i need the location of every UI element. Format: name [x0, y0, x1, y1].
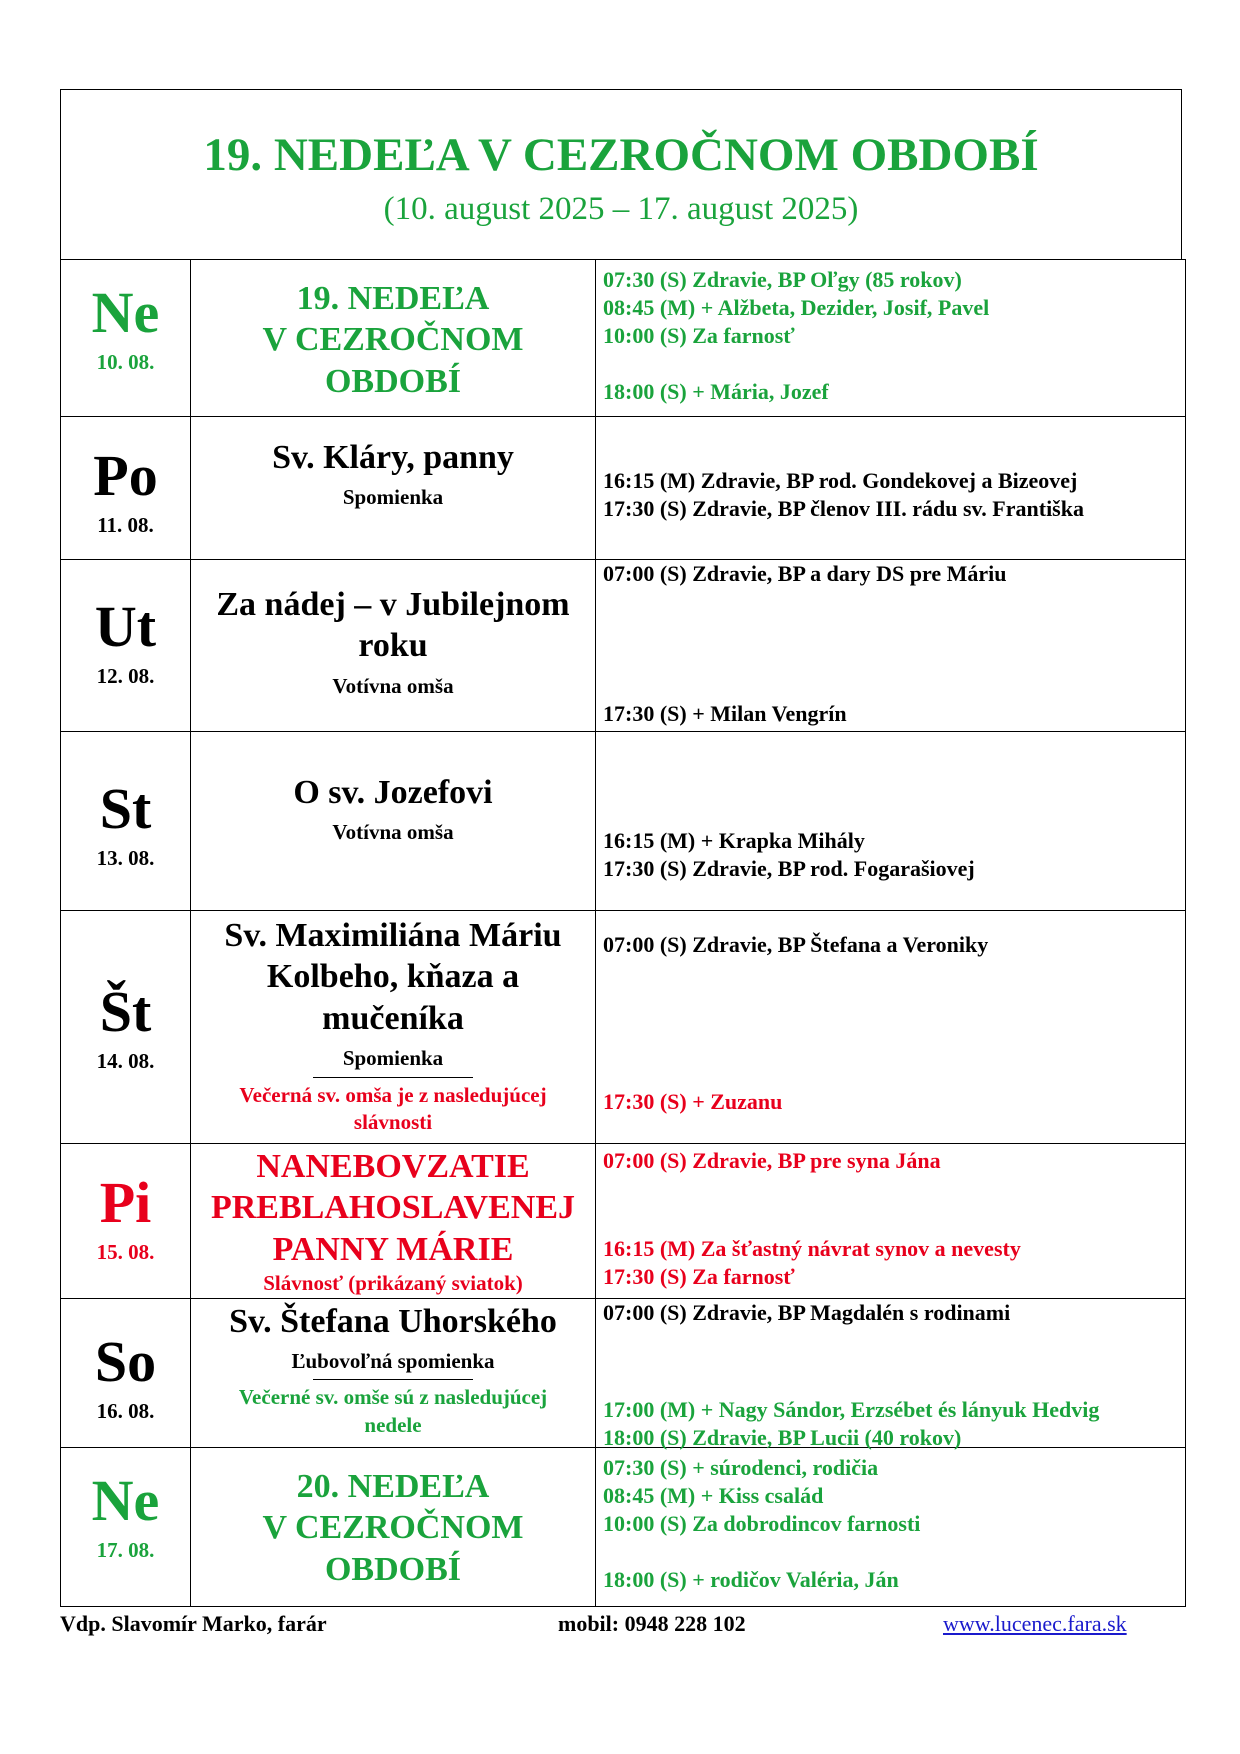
schedule-row [61, 260, 1186, 417]
mass-entry: 16:15 (M) + Krapka Mihály [603, 828, 865, 853]
mass-entry: 17:30 (S) Zdravie, BP rod. Fogarašiovej [603, 856, 975, 881]
feast-name-line: mučeníka [322, 999, 464, 1037]
masses-cell [596, 1447, 1186, 1606]
schedule-row [61, 1144, 1186, 1299]
day-date: 12. 08. [96, 664, 155, 688]
mass-entry: 07:30 (S) + súrodenci, rodičia [603, 1454, 879, 1480]
mass-entry: 07:00 (S) Zdravie, BP pre syna Jána [603, 1147, 941, 1173]
feast-name-line: Sv. Štefana Uhorského [229, 1302, 557, 1340]
mass-entry: 17:30 (S) Zdravie, BP členov III. rádu sv. Františka [603, 496, 1084, 521]
day-date: 10. 08. [96, 350, 155, 374]
day-date: 13. 08. [96, 846, 155, 870]
feast-cell [191, 1298, 596, 1447]
mass-entry: 07:30 (S) Zdravie, BP Oľgy (85 rokov) [603, 267, 962, 292]
masses-cell [596, 560, 1186, 732]
day-cell [61, 260, 191, 417]
feast-rank: Spomienka [342, 485, 444, 510]
feast-cell [191, 911, 596, 1144]
feast-name-line: OBDOBÍ [324, 1550, 462, 1588]
mass-entry: 10:00 (S) Za farnosť [603, 323, 795, 348]
masses-cell [596, 1144, 1186, 1299]
day-abbreviation: Po [93, 443, 158, 508]
day-abbreviation: Pi [99, 1170, 152, 1235]
feast-cell [191, 560, 596, 732]
feast-name-line: Kolbeho, kňaza a [266, 958, 520, 996]
day-cell [61, 1447, 191, 1606]
day-cell [61, 1144, 191, 1299]
separator-line [313, 1379, 473, 1380]
feast-cell [191, 732, 596, 911]
day-cell [61, 417, 191, 560]
schedule-row [61, 911, 1186, 1144]
feast-name-line: PREBLAHOSLAVENEJ [210, 1189, 576, 1227]
mass-entry: 17:30 (S) Za farnosť [603, 1263, 795, 1289]
feast-name-line: Sv. Maximiliána Máriu [224, 917, 562, 954]
schedule-table [60, 259, 1186, 1607]
mass-entry: 07:00 (S) Zdravie, BP Štefana a Veroniky [603, 932, 989, 957]
feast-note: Večerná sv. omša je z nasledujúcej slávnosti [239, 1082, 547, 1134]
feast-name-line: OBDOBÍ [324, 362, 462, 400]
day-date: 16. 08. [96, 1398, 155, 1423]
schedule-row [61, 417, 1186, 560]
day-abbreviation: Št [99, 979, 152, 1044]
page-title: 19. NEDEĽA V CEZROČNOM OBDOBÍ [203, 129, 1039, 181]
feast-rank: Spomienka [342, 1046, 444, 1071]
day-abbreviation: So [94, 1328, 157, 1394]
masses-cell [596, 1298, 1186, 1450]
day-cell [61, 1298, 191, 1447]
mass-entry: 18:00 (S) + rodičov Valéria, Ján [603, 1566, 899, 1592]
mass-entry: 18:00 (S) + Mária, Jozef [603, 379, 829, 404]
feast-cell [191, 417, 596, 560]
feast-name-line: Za nádej – v Jubilejnom [216, 586, 570, 623]
mass-entry: 07:00 (S) Zdravie, BP Magdalén s rodinami [603, 1299, 1011, 1325]
header [60, 89, 1182, 259]
feast-cell [191, 260, 596, 417]
feast-note: Večerné sv. omše sú z nasledujúcej nedele [238, 1385, 548, 1437]
schedule-row [61, 560, 1186, 732]
mass-entry: 08:45 (M) + Alžbeta, Dezider, Josif, Pavel [603, 295, 990, 320]
day-abbreviation: Ne [91, 280, 160, 345]
feast-name-line: NANEBOVZATIE [256, 1148, 530, 1185]
schedule-row [61, 1447, 1186, 1606]
mass-entry: 17:30 (S) + Zuzanu [603, 1089, 783, 1114]
separator-line [313, 1077, 473, 1078]
mass-entry: 10:00 (S) Za dobrodincov farnosti [603, 1510, 921, 1536]
mass-entry: 18:00 (S) Zdravie, BP Lucii (40 rokov) [603, 1424, 962, 1450]
date-range: (10. august 2025 – 17. august 2025) [383, 191, 859, 227]
mass-entry: 16:15 (M) Za šťastný návrat synov a nevesty [603, 1235, 1021, 1261]
feast-name-line: 19. NEDEĽA [296, 280, 490, 317]
schedule-row [61, 732, 1186, 911]
day-abbreviation: St [99, 776, 152, 841]
day-cell [61, 732, 191, 911]
day-date: 11. 08. [97, 513, 154, 537]
mass-entry: 17:00 (M) + Nagy Sándor, Erzsébet és lányuk Hedvig [603, 1396, 1100, 1422]
feast-name-line: Sv. Kláry, panny [272, 439, 514, 476]
feast-cell [191, 1447, 596, 1606]
masses-cell [596, 911, 1186, 1144]
footer [60, 1611, 1182, 1641]
mobile-number: mobil: 0948 228 102 [558, 1611, 746, 1636]
day-cell [61, 560, 191, 732]
mass-entry: 08:45 (M) + Kiss család [603, 1482, 824, 1508]
feast-name-line: V CEZROČNOM [262, 1509, 524, 1547]
mass-entry: 07:00 (S) Zdravie, BP a dary DS pre Máriu [603, 561, 1007, 586]
day-date: 17. 08. [96, 1537, 155, 1562]
masses-cell [596, 260, 1186, 417]
feast-name-line: PANNY MÁRIE [272, 1230, 514, 1268]
feast-name-line: O sv. Jozefovi [293, 774, 493, 811]
feast-name-line: roku [358, 627, 428, 665]
schedule-row [61, 1298, 1186, 1447]
feast-rank: Votívna omša [332, 820, 454, 845]
feast-name-line: V CEZROČNOM [262, 321, 524, 359]
day-abbreviation: Ne [91, 1467, 160, 1533]
feast-rank: Ľubovoľná spomienka [291, 1349, 495, 1374]
pastor-name: Vdp. Slavomír Marko, farár [60, 1611, 327, 1636]
day-cell [61, 911, 191, 1144]
feast-rank: Votívna omša [332, 673, 454, 698]
feast-cell [191, 1144, 596, 1299]
masses-cell [596, 417, 1186, 560]
mass-entry: 17:30 (S) + Milan Vengrín [603, 701, 847, 726]
website-link[interactable]: www.lucenec.fara.sk [943, 1611, 1127, 1636]
mass-entry: 16:15 (M) Zdravie, BP rod. Gondekovej a Bizeovej [603, 468, 1078, 493]
day-abbreviation: Ut [94, 594, 157, 659]
day-date: 14. 08. [96, 1049, 155, 1073]
masses-cell [596, 732, 1186, 911]
feast-name-line: 20. NEDEĽA [296, 1467, 490, 1505]
feast-rank: Slávnosť (prikázaný sviatok) [263, 1271, 523, 1296]
day-date: 15. 08. [96, 1240, 155, 1264]
